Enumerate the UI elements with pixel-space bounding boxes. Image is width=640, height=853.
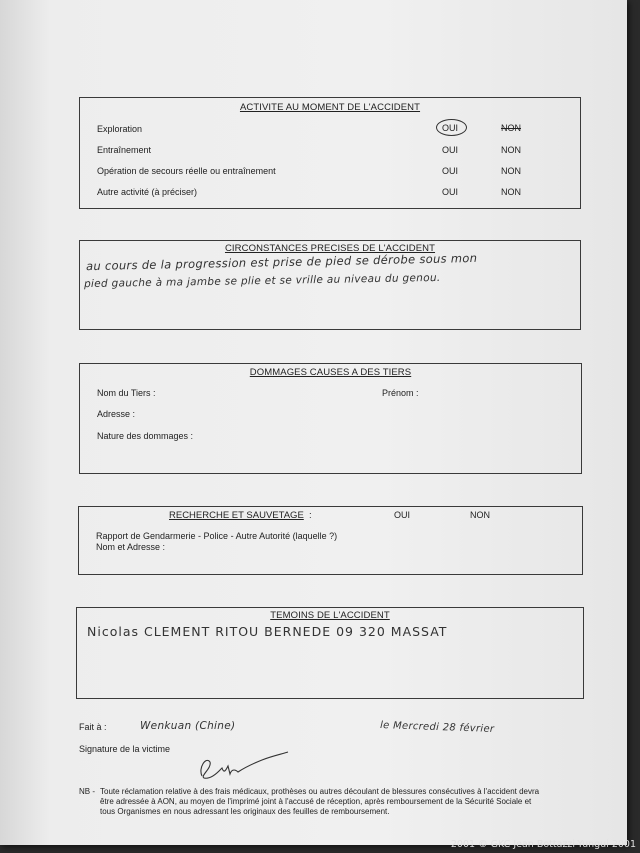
temoins-section [76,607,584,699]
nb-line3: tous Organismes en nous adressant les originaux des feuilles de remboursement. [100,807,390,816]
signature-label: Signature de la victime [79,744,171,754]
row-exploration-oui: OUI [442,123,459,133]
row-entrainement-label: Entraînement [97,145,152,155]
activite-section [79,97,581,209]
nature-dommages-label: Nature des dommages : [97,431,194,441]
dommages-section [79,363,582,474]
row-exploration-label: Exploration [97,124,143,134]
prenom-label: Prénom : [382,388,419,398]
row-secours-non: NON [501,166,521,176]
circonstances-handwriting-line1: au cours de la progression est prise de pied se dérobe sous mon [85,250,478,274]
nom-adresse-label: Nom et Adresse : [96,542,166,552]
row-secours-oui: OUI [442,166,459,176]
rapport-label: Rapport de Gendarmerie - Police - Autre Autorité (laquelle ?) [96,531,338,541]
row-autre-label: Autre activité (à préciser) [97,187,198,197]
adresse-label: Adresse : [97,409,136,419]
row-autre-non: NON [501,187,521,197]
activite-title: ACTIVITE AU MOMENT DE L'ACCIDENT [239,102,421,113]
row-entrainement-non: NON [501,145,521,155]
circonstances-title: CIRCONSTANCES PRECISES DE L'ACCIDENT [224,243,436,254]
date-value: le Mercredi 28 février [379,720,495,735]
row-secours-label: Opération de secours réelle ou entraînement [97,166,276,176]
dommages-title: DOMMAGES CAUSES A DES TIERS [249,367,412,378]
row-autre-oui: OUI [442,187,459,197]
recherche-oui: OUI [394,510,411,520]
circonstances-handwriting-line2: pied gauche à ma jambe se plie et se vrille au niveau du genou. [83,271,441,291]
recherche-section [78,506,583,575]
row-entrainement-oui: OUI [442,145,459,155]
nb-line2: être adressée à AON, au moyen de l'imprimé joint à l'accusé de réception, après remboursement de la Sécurité Sociale et [100,797,532,806]
fait-a-value: Wenkuan (Chine) [140,720,236,732]
temoins-title: TEMOINS DE L'ACCIDENT [270,610,390,621]
photo-credit: 2001 © GKC Jean Bottazzi-Yungui 2001 [450,839,636,850]
fait-a-label: Fait à : [79,722,107,732]
nb-prefix: NB - [79,787,95,796]
nb-line1: Toute réclamation relative à des frais médicaux, prothèses ou autres découlant de blessures consécutives à l'accident devra [100,787,540,796]
nom-tiers-label: Nom du Tiers : [97,388,156,398]
circonstances-section [79,240,581,330]
recherche-colon: : [309,510,312,521]
temoins-handwriting: Nicolas CLEMENT RITOU BERNEDE 09 320 MASSAT [87,624,448,639]
recherche-non: NON [470,510,490,520]
row-exploration-non-struck: NON [501,123,521,133]
signature-scribble [192,746,292,784]
recherche-title: RECHERCHE ET SAUVETAGE [169,510,304,521]
